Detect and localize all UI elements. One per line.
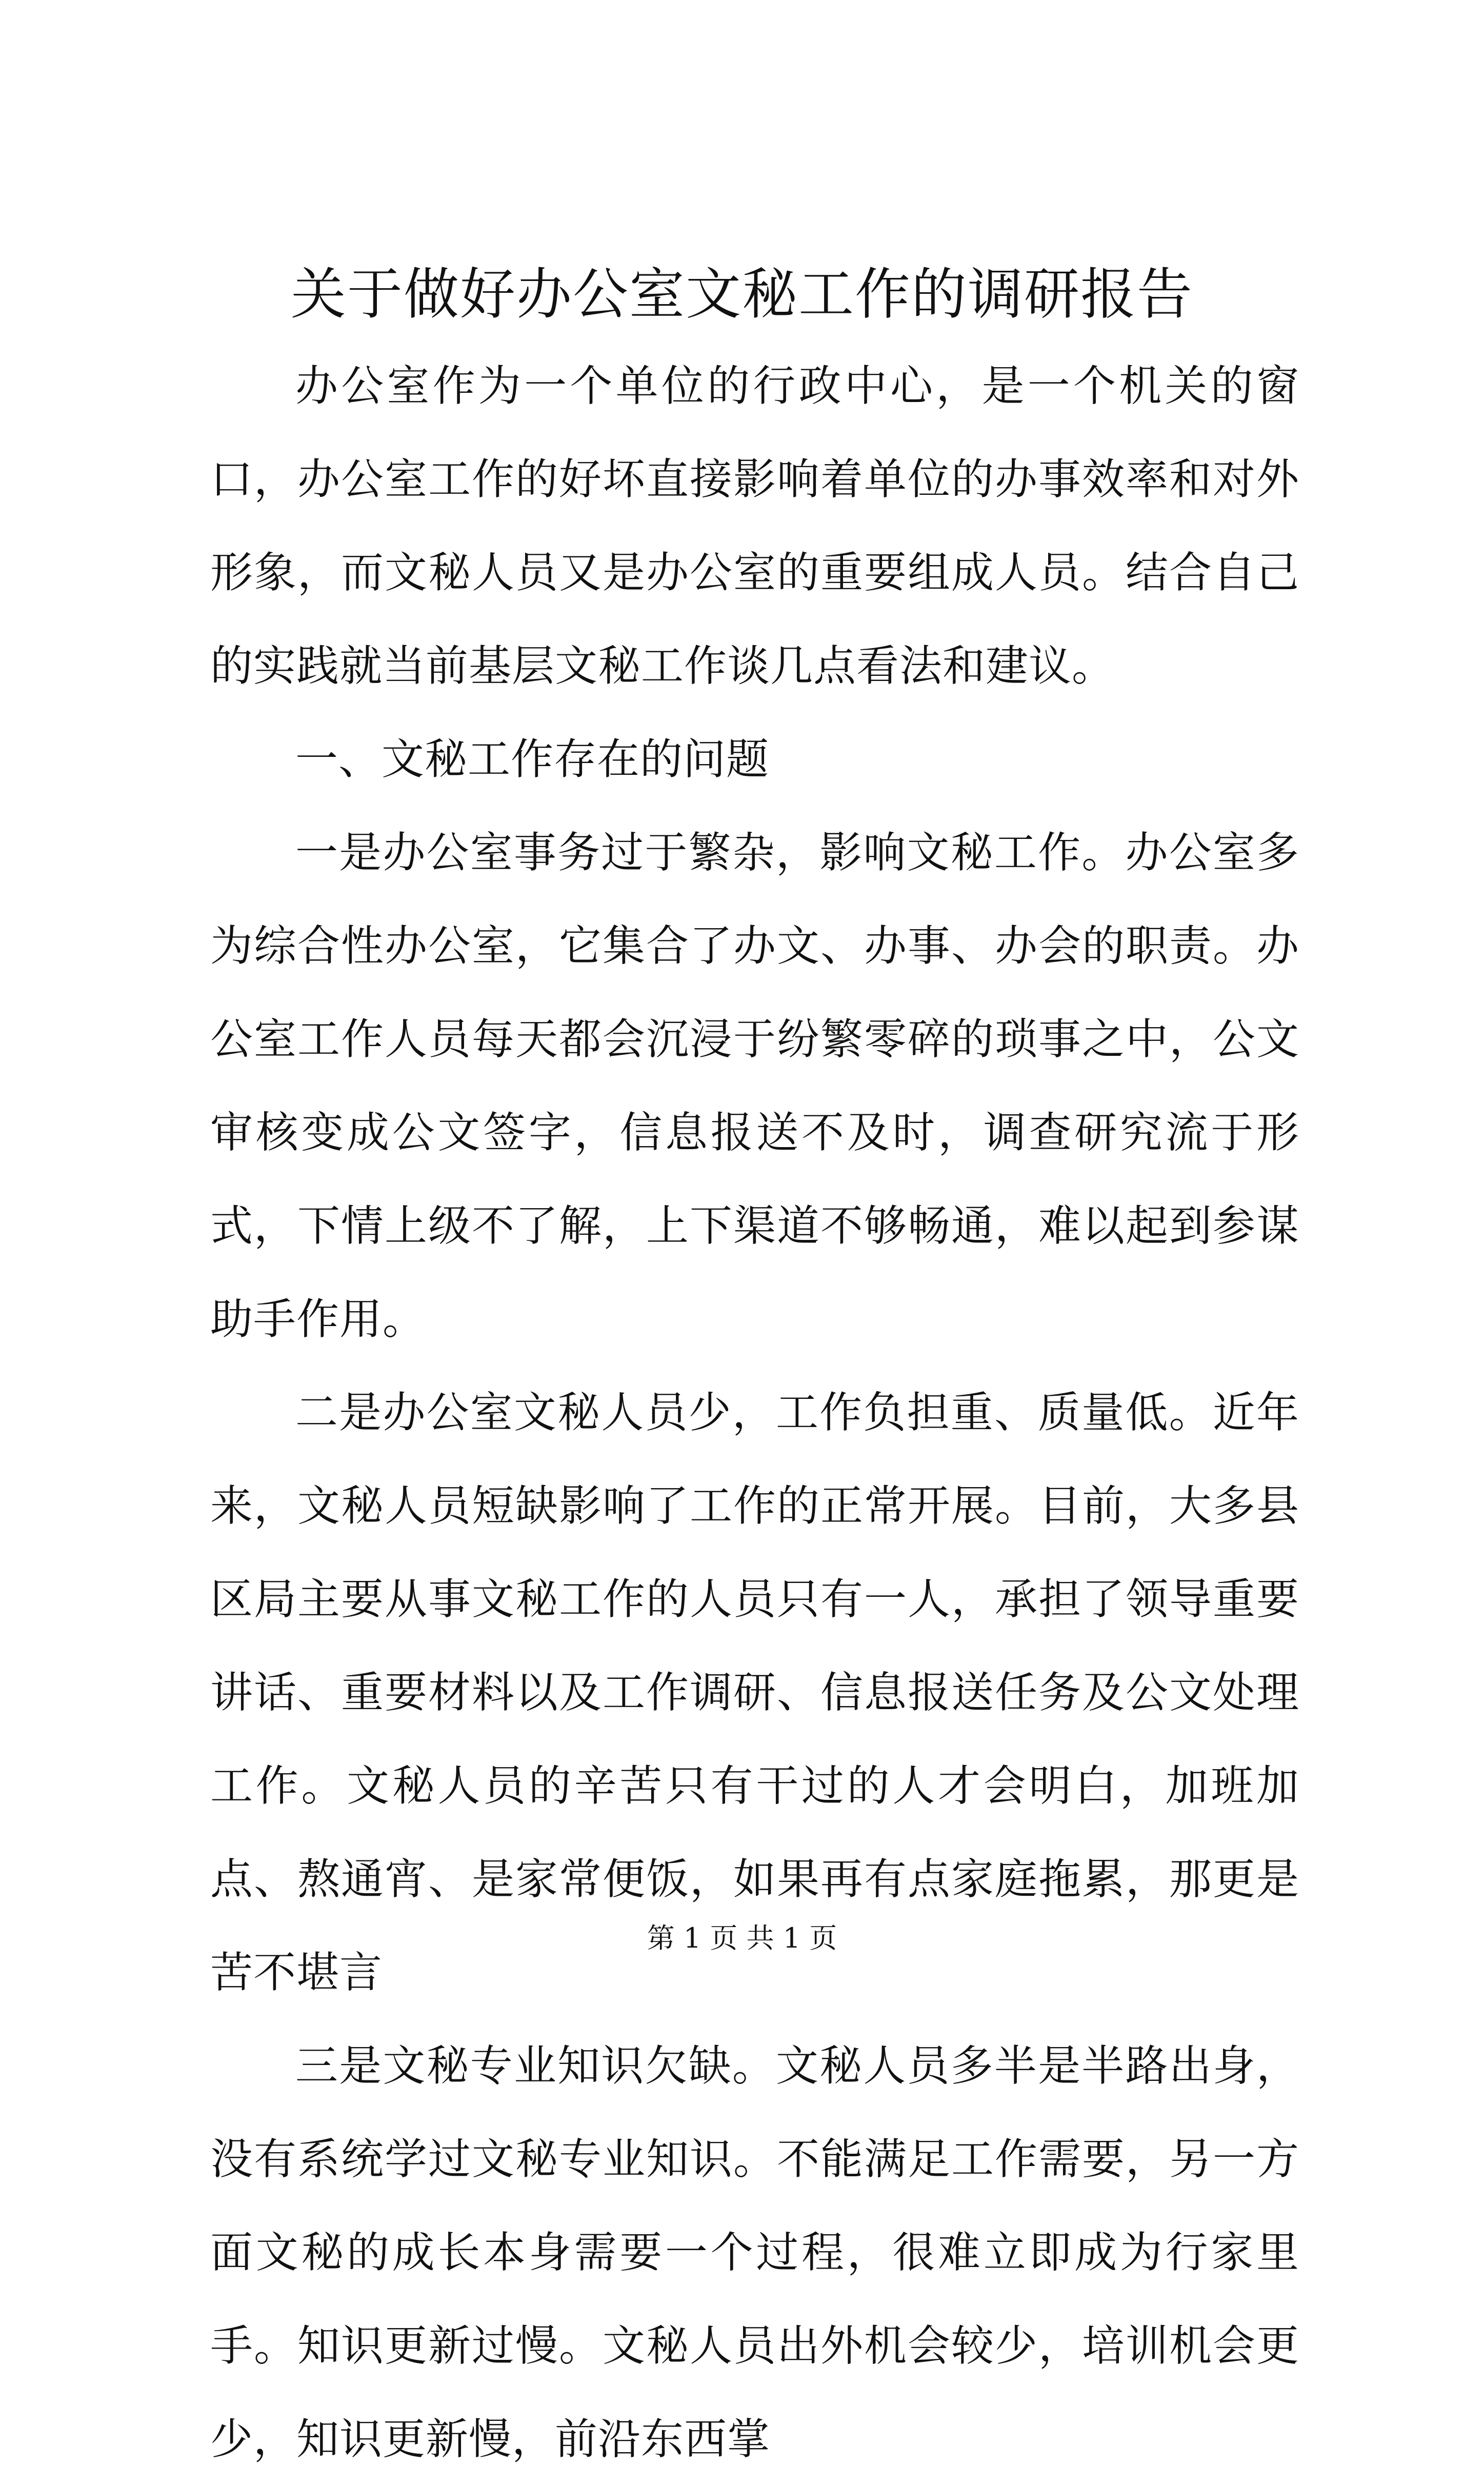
paragraph-problem-1: 一是办公室事务过于繁杂，影响文秘工作。办公室多为综合性办公室，它集合了办文、办事、办会的职责。办公室工作人员每天都会沉浸于纷繁零碎的琐事之中，公文审核变成公文签字，信息报送不及时，调查研究流于形式，下情上级不了解，上下渠道不够畅通，难以起到参谋助手作用。 xyxy=(210,828,1299,1344)
document-title: 关于做好办公室文秘工作的调研报告 xyxy=(290,263,1193,327)
paragraph-problem-2: 二是办公室文秘人员少，工作负担重、质量低。近年来，文秘人员短缺影响了工作的正常开展。目前，大多县区局主要从事文秘工作的人员只有一人，承担了领导重要讲话、重要材料以及工作调研、信息报送任务及公文处理工作。文秘人员的辛苦只有干过的人才会明白，加班加点、熬通宵、是家常便饭，如果再有点家庭拖累，那更是苦不堪言 xyxy=(210,1388,1299,1997)
paragraph-intro: 办公室作为一个单位的行政中心，是一个机关的窗口，办公室工作的好坏直接影响着单位的办事效率和对外形象，而文秘人员又是办公室的重要组成人员。结合自己的实践就当前基层文秘工作谈几点看法和建议。 xyxy=(210,361,1299,691)
section-heading-problems: 一、文秘工作存在的问题 xyxy=(295,734,769,784)
paragraph-problem-3: 三是文秘专业知识欠缺。文秘人员多半是半路出身，没有系统学过文秘专业知识。不能满足工作需要，另一方面文秘的成长本身需要一个过程，很难立即成为行家里手。知识更新过慢。文秘人员出外机会较少，培训机会更少，知识更新慢，前沿东西掌 xyxy=(210,2041,1299,2464)
document-body xyxy=(210,339,1299,2486)
page-number-footer: 第 1 页 共 1 页 xyxy=(647,1922,837,1954)
